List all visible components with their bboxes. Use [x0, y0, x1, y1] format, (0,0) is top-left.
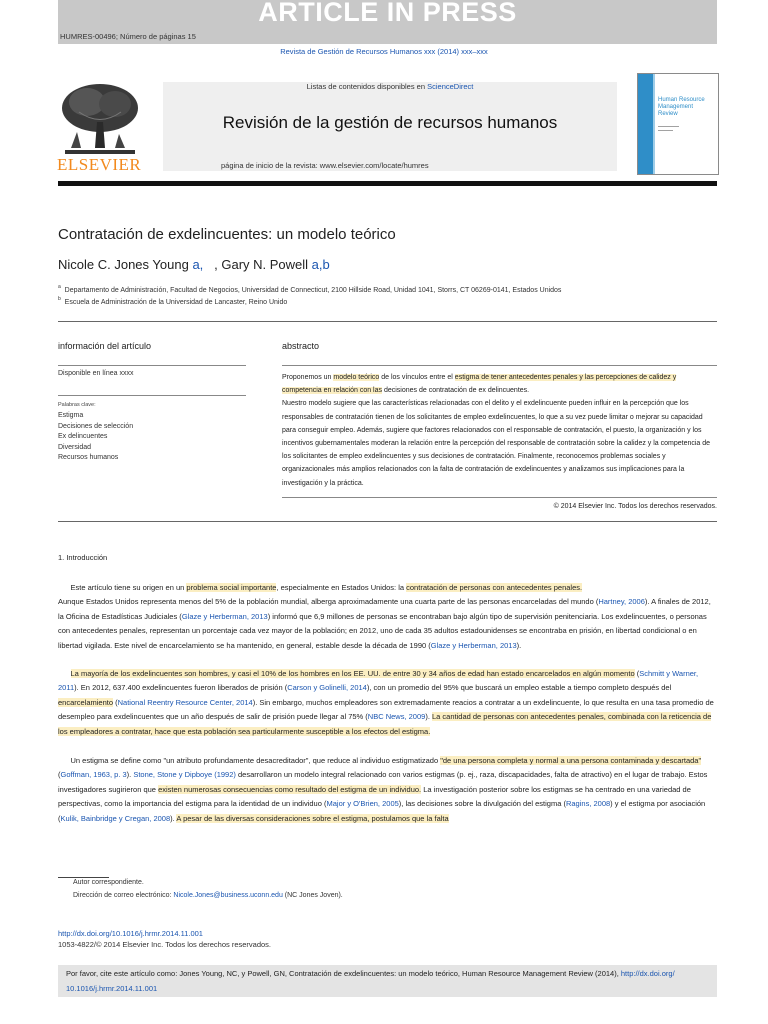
divider	[58, 395, 246, 396]
online-availability: Disponible en línea xxxx	[58, 370, 134, 377]
manuscript-reference: HUMRES-00496; Número de páginas 15	[60, 32, 196, 41]
footnote-divider	[58, 877, 109, 878]
section-heading: 1. Introducción	[58, 553, 108, 562]
citation-link[interactable]: Glaze y Herberman, 2013	[430, 640, 517, 650]
journal-citation-link[interactable]: Revista de Gestión de Recursos Humanos xxx (2014) xxx–xxx	[280, 47, 488, 56]
keyword: Recursos humanos	[58, 454, 119, 461]
cover-editor-lines: ▬▬▬▬▬▬▬ ▬▬▬▬▬	[658, 124, 679, 132]
keyword-list	[58, 411, 133, 464]
email-prefix: Dirección de correo electrónico:	[73, 892, 174, 899]
citation-link[interactable]: Stone, Stone y Dipboye (1992)	[133, 770, 236, 780]
abstract-heading: abstracto	[282, 341, 320, 351]
body-paragraph: La mayoría de los exdelincuentes son hombres, y casi el 10% de los hombres en los EE. UU. de entre 30 y 34 años de edad han estado encarcelados en algún momento (Schmitt y Warner, 2011). En 2012, 637.400 exdelincuentes fueron liberados de prisión (Carson y Golinelli, 2014), con un promedio del 95% que buscará un empleo estable a tiempo completo después del encarcelamiento (National Reentry Resource Center, 2014). Sin embargo, muchos empleadores son extremadamente reacios a contratar a un exdelincuente, lo que resulta en una tasa promedio de desempleo para exdelincuentes que un año después de salir de prisión puede llegar al 75% (NBC News, 2009). La cantidad de personas con antecedentes penales, combinada con la reticencia de los empleadores a contratar, hace que esta población sea particularmente susceptible a los efectos del estigma.	[58, 669, 714, 736]
corresponding-author-note: Autor correspondiente.	[73, 879, 144, 886]
journal-title: Revisión de la gestión de recursos humanos	[222, 113, 558, 132]
cover-band-accent	[653, 74, 655, 174]
affiliation-text: Escuela de Administración de la Universidad de Lancaster, Reino Unido	[64, 299, 288, 306]
contents-prefix: Listas de contenidos disponibles en	[306, 82, 428, 91]
citation-link[interactable]: National Reentry Resource Center, 2014	[117, 697, 253, 707]
divider	[282, 365, 717, 366]
affiliation-b	[58, 296, 287, 306]
contents-availability	[163, 82, 617, 91]
citation-link[interactable]: Major y O'Brien, 2005	[326, 799, 399, 809]
divider	[58, 521, 717, 522]
affiliation-mark: a	[58, 284, 61, 290]
cover-band	[638, 74, 653, 174]
keywords-label: Palabras clave:	[58, 402, 96, 408]
journal-cover-thumbnail[interactable]	[637, 73, 719, 175]
keyword: Ex delincuentes	[58, 433, 108, 440]
email-suffix: (NC Jones Joven).	[282, 892, 343, 899]
keyword: Diversidad	[58, 443, 92, 451]
keyword: Estigma	[58, 412, 84, 419]
elsevier-tree-logo-icon	[57, 82, 143, 156]
author-affiliation-link[interactable]: a,	[192, 257, 204, 272]
email-link[interactable]: Nicole.Jones@business.uconn.edu	[173, 892, 283, 899]
email-footnote	[73, 892, 343, 899]
author-name: Nicole C. Jones Young	[58, 257, 189, 272]
divider	[58, 365, 246, 366]
copyright-notice: © 2014 Elsevier Inc. Todos los derechos reservados.	[553, 503, 717, 510]
citation-link[interactable]: Glaze y Herberman, 2013	[181, 611, 268, 621]
article-title: Contratación de exdelincuentes: un modelo teórico	[58, 226, 396, 243]
cover-title: Human Resource Management Review	[658, 97, 705, 117]
author-affiliation-link[interactable]: a,b	[311, 257, 330, 272]
citation-link[interactable]: Carson y Golinelli, 2014	[287, 683, 367, 693]
author-list	[58, 257, 330, 272]
citation-link[interactable]: Goffman, 1963, p. 3	[60, 770, 127, 780]
citation-link[interactable]: Hartney, 2006	[598, 597, 645, 607]
issn-line: 1053-4822/© 2014 Elsevier Inc. Todos los derechos reservados.	[58, 940, 272, 949]
masthead-divider	[58, 181, 717, 186]
abstract-text: Proponemos un modelo teórico de los vínculos entre el estigma de tener antecedentes penales y las percepciones de calidez y competencia en relación con las decisiones de contratación de ex delincuentes. Nuestro modelo sugiere que las características relacionadas con el delito y el exdelincuente pueden influir en la percepción que los responsables de contratación tienen de los solicitantes de empleo exdelincuentes, lo que a su vez puede limitar o mejorar su capacidad para conseguir empleo. Además, sugiere que factores relacionados con el responsable de contratación, el puesto, la organización y los incentivos gubernamentales moderan la relación entre la percepción del responsable de contratación sobre la calidez y la competencia de los solicitantes de empleo exdelincuentes y sus decisiones de contratación. Finalmente, reconocemos problemas sociales y organizacionales más amplios relacionados con la falta de contratación de exdelincuentes y analizamos sus implicaciones para la investigación y la práctica.	[282, 374, 711, 487]
journal-homepage: página de inicio de la revista: www.elsevier.com/locate/humres	[221, 161, 429, 170]
sciencedirect-link[interactable]: ScienceDirect	[427, 82, 474, 91]
citation-link[interactable]: NBC News, 2009	[367, 712, 426, 722]
article-in-press-banner	[58, 0, 717, 44]
affiliation-text: Departamento de Administración, Facultad de Negocios, Universidad de Connecticut, 2100 Hillside Road, Unidad 1041, Storrs, CT 06269-0141, Estados Unidos	[64, 287, 562, 294]
divider	[282, 497, 717, 498]
keyword: Decisiones de selección	[58, 422, 134, 430]
elsevier-wordmark: ELSEVIER	[57, 155, 142, 174]
body-paragraph: Un estigma se define como "un atributo profundamente desacreditador", que reduce al individuo estigmatizado "de una persona completa y normal a una persona contaminada y descartada" (Goffman, 1963, p. 3). Stone, Stone y Dipboye (1992) desarrollaron un modelo integral relacionado con varios estigmas (p. ej., raza, discapacidades, falta de atractivo) en el lugar de trabajo. Estos investigadores sugirieron que existen numerosas consecuencias como resultado del estigma de un individuo. La investigación posterior sobre los estigmas se ha centrado en una variedad de perspectivas, como la importancia del estigma para la identidad de un individuo (Major y O'Brien, 2005), las decisiones sobre la divulgación del estigma (Ragins, 2008) y el estigma por asociación (Kulik, Bainbridge y Cregan, 2008). A pesar de las diversas consideraciones sobre el estigma, postulamos que la falta	[58, 756, 708, 823]
citation-link[interactable]: Kulik, Bainbridge y Cregan, 2008	[60, 813, 171, 823]
cite-doi-link[interactable]: http://dx.doi.org/	[620, 969, 675, 978]
cite-text: Por favor, cite este artículo como: Jones Young, NC, y Powell, GN, Contratación de exdelincuentes: un modelo teórico, Human Resource Management Review (2014),	[66, 969, 621, 978]
cite-this-article-text	[66, 967, 716, 996]
banner-title: ARTICLE IN PRESS	[258, 0, 517, 27]
citation-link[interactable]: Schmitt y Warner, 2011	[58, 669, 699, 693]
author-name: , Gary N. Powell	[214, 257, 309, 272]
cite-doi-link[interactable]: 10.1016/j.hrmr.2014.11.001	[66, 983, 158, 993]
divider	[58, 321, 717, 322]
affiliation-a	[58, 284, 561, 294]
body-paragraph: Este artículo tiene su origen en un problema social importante, especialmente en Estados Unidos: la contratación de personas con antecedentes penales. Aunque Estados Unidos representa menos del 5% de la población mundial, alberga aproximadamente una cuarta parte de las personas encarceladas del mundo (Hartney, 2006). A finales de 2012, la Oficina de Estadísticas Judiciales (Glaze y Herberman, 2013) informó que 6,9 millones de personas se encontraban bajo algún tipo de supervisión penitenciaria. Los exdelincuentes, o personas con antecedentes penales, representan un porcentaje cada vez mayor de la población; en 2012, uno de cada 35 adultos estadounidenses se encontraba en prisión, en libertad condicional o en libertad vigilada. Este nivel de encarcelamiento se ha mantenido, en general, estable desde la década de 1990 (Glaze y Herberman, 2013).	[58, 583, 711, 650]
doi-link[interactable]: http://dx.doi.org/10.1016/j.hrmr.2014.11.001	[58, 929, 203, 938]
affiliation-mark: b	[58, 296, 61, 302]
article-info-heading: información del artículo	[58, 341, 152, 351]
citation-link[interactable]: Ragins, 2008	[565, 799, 611, 809]
